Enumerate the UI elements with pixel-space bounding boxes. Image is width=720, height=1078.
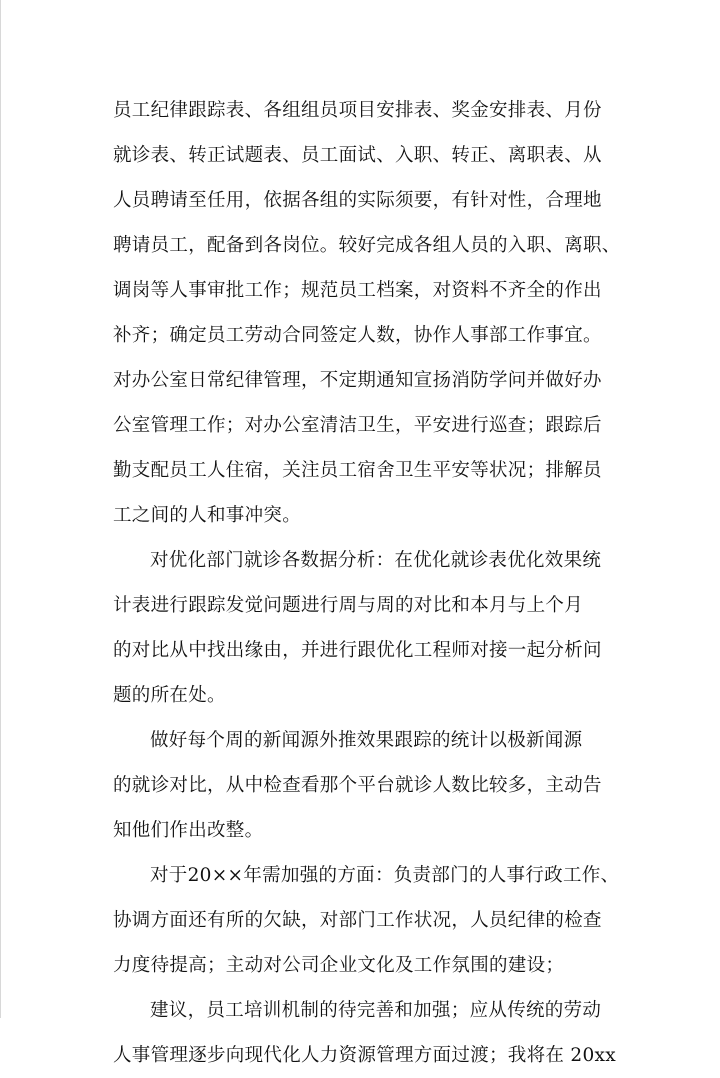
text-line: 员工纪律跟踪表、各组组员项目安排表、奖金安排表、月份 [113,100,602,121]
text-line: 人员聘请至任用，依据各组的实际须要，有针对性，合理地 [113,190,602,211]
text-line: 就诊表、转正试题表、员工面试、入职、转正、离职表、从 [113,145,602,166]
paragraph-first-line: 对于20××年需加强的方面：负责部门的人事行政工作、 [150,865,620,886]
text-line: 调岗等人事审批工作；规范员工档案，对资料不齐全的作出 [113,280,602,301]
text-line: 力度待提高；主动对公司企业文化及工作氛围的建设； [113,955,565,976]
text-line: 的对比从中找出缘由，并进行跟优化工程师对接一起分析问 [113,640,602,661]
text-line: 勤支配员工人住宿，关注员工宿舍卫生平安等状况；排解员 [113,460,602,481]
text-line: 补齐；确定员工劳动合同签定人数，协作人事部工作事宜。 [113,325,602,346]
text-line: 计表进行跟踪发觉问题进行周与周的对比和本月与上个月 [113,595,584,616]
text-line: 人事管理逐步向现代化人力资源管理方面过渡；我将在 20xx [113,1045,616,1066]
paragraph-first-line: 建议，员工培训机制的待完善和加强；应从传统的劳动 [150,1000,602,1021]
text-line: 协调方面还有所的欠缺，对部门工作状况，人员纪律的检查 [113,910,602,931]
paragraph-first-line: 做好每个周的新闻源外推效果跟踪的统计以极新闻源 [150,730,583,751]
text-line: 的就诊对比，从中检查看那个平台就诊人数比较多，主动告 [113,775,602,796]
text-line: 知他们作出改整。 [113,820,264,841]
text-line: 题的所在处。 [113,685,226,706]
text-line: 工之间的人和事冲突。 [113,505,302,526]
document-body [113,88,621,1078]
paragraph-first-line: 对优化部门就诊各数据分析：在优化就诊表优化效果统 [150,550,602,571]
text-line: 公室管理工作；对办公室清洁卫生，平安进行巡查；跟踪后 [113,415,602,436]
text-line: 对办公室日常纪律管理，不定期通知宣扬消防学问并做好办 [113,370,602,391]
text-line: 聘请员工，配备到各岗位。较好完成各组人员的入职、离职、 [113,235,621,256]
